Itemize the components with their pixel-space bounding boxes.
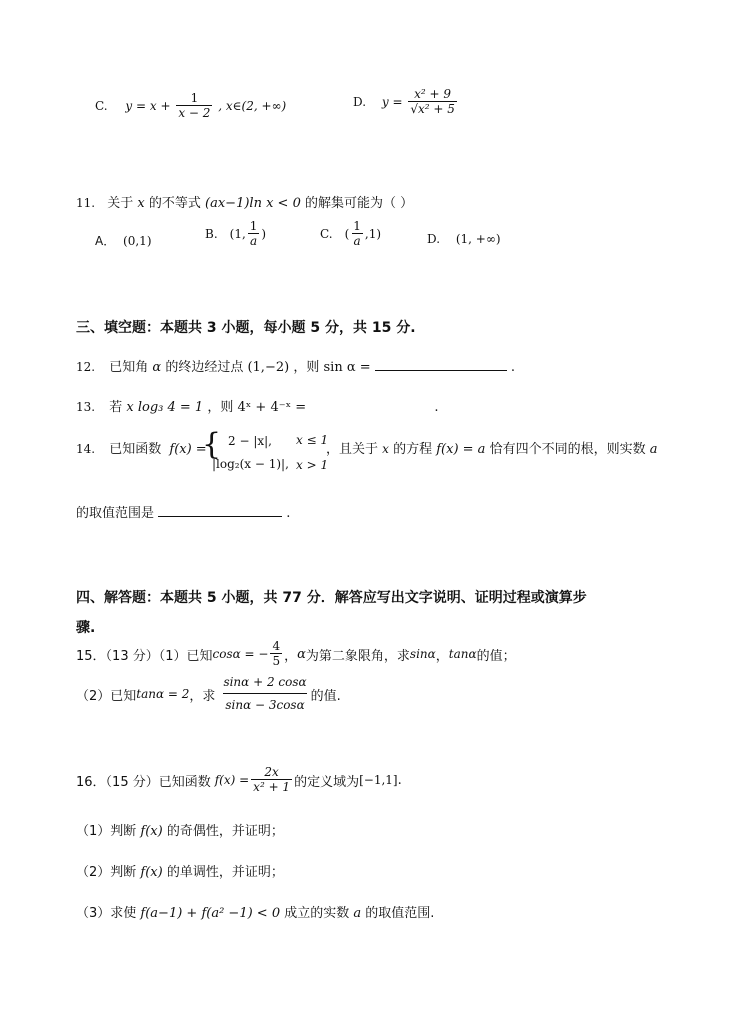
q10-option-c bbox=[95, 92, 286, 121]
option-label: C. bbox=[320, 227, 333, 242]
option-value: (0,1) bbox=[123, 234, 152, 248]
math-expr: sin α = bbox=[323, 360, 371, 375]
numerator: 1 bbox=[190, 91, 199, 105]
q11-stem bbox=[76, 192, 413, 211]
fraction bbox=[408, 88, 457, 117]
option-value: (1, bbox=[229, 227, 246, 242]
q15-part1 bbox=[76, 640, 516, 669]
piecewise-case-1: 2 − |x|, bbox=[228, 434, 272, 448]
math-var: a bbox=[649, 442, 658, 457]
question-text: 若 bbox=[109, 400, 123, 415]
fraction bbox=[251, 766, 292, 795]
question-text: 的定义域为 bbox=[294, 774, 360, 790]
question-text: ， bbox=[284, 648, 298, 664]
numerator: sinα + 2 cosα bbox=[223, 675, 307, 689]
option-value: ) bbox=[261, 227, 267, 242]
math-var: α bbox=[297, 646, 306, 662]
math-expr: (ax−1)ln x < 0 bbox=[205, 196, 301, 211]
q11-option-b bbox=[205, 220, 266, 249]
fraction bbox=[270, 640, 282, 669]
section-heading-answer-cont: 骤. bbox=[76, 620, 96, 636]
answer-blank[interactable] bbox=[158, 516, 282, 517]
question-text: 为第二象限角，求 bbox=[305, 648, 410, 664]
math-var: a bbox=[353, 906, 362, 921]
question-text: 的奇偶性，并证明； bbox=[166, 824, 284, 839]
math-var: α bbox=[152, 360, 162, 375]
denominator: x − 2 bbox=[178, 106, 211, 121]
math-expr: 4ˣ + 4⁻ˣ = bbox=[237, 400, 307, 415]
option-label: B. bbox=[205, 227, 218, 242]
piecewise-condition-1: x ≤ 1 bbox=[296, 433, 329, 447]
math-expr: y = x + bbox=[125, 98, 171, 113]
numerator: 2x bbox=[264, 765, 279, 779]
q14-tail bbox=[326, 438, 658, 457]
question-text: 已知函数 bbox=[109, 442, 162, 457]
denominator: √x² + 5 bbox=[410, 102, 455, 117]
math-expr: , x∈(2, +∞) bbox=[218, 98, 287, 113]
q16-part2 bbox=[76, 861, 284, 880]
question-text: 关于 bbox=[107, 196, 134, 211]
denominator: x² + 1 bbox=[253, 780, 291, 795]
section-heading-fill-in: 三、填空题：本题共 3 小题，每小题 5 分，共 15 分. bbox=[76, 320, 416, 336]
math-expr: tanα = 2 bbox=[136, 687, 190, 702]
numerator: x² + 9 bbox=[414, 87, 452, 101]
fraction bbox=[176, 92, 212, 121]
option-label: C. bbox=[95, 98, 108, 113]
numerator: 4 bbox=[272, 639, 281, 653]
fraction bbox=[248, 220, 260, 249]
question-text: ，则 bbox=[207, 400, 234, 415]
section-heading-answer: 四、解答题：本题共 5 小题，共 77 分．解答应写出文字说明、证明过程或演算步 bbox=[76, 590, 587, 606]
punctuation: . bbox=[510, 360, 516, 375]
question-number: 12. bbox=[76, 360, 96, 374]
math-expr: [−1,1] bbox=[359, 773, 398, 788]
option-value: ( bbox=[344, 227, 350, 242]
denominator: sinα − 3cosα bbox=[223, 693, 306, 712]
option-value: ,1) bbox=[364, 227, 382, 242]
math-var: x bbox=[137, 196, 145, 211]
question-text: （3）求使 bbox=[76, 906, 137, 921]
q11-option-c bbox=[320, 220, 381, 249]
denominator: a bbox=[353, 234, 361, 249]
q15-part2 bbox=[76, 676, 341, 713]
question-text: 成立的实数 bbox=[284, 906, 350, 921]
piecewise-condition-2: x > 1 bbox=[296, 458, 329, 472]
question-text: 16．（15 分）已知函数 bbox=[76, 774, 211, 790]
fraction bbox=[221, 676, 308, 713]
fraction bbox=[351, 220, 363, 249]
question-text: 15．（13 分）（1）已知 bbox=[76, 648, 213, 664]
question-text: （2）判断 bbox=[76, 865, 137, 880]
option-label: A． bbox=[95, 234, 116, 248]
question-text: 的单调性，并证明； bbox=[166, 865, 284, 880]
question-text: 的方程 bbox=[393, 442, 433, 457]
numerator: 1 bbox=[353, 219, 361, 233]
answer-blank[interactable] bbox=[375, 370, 507, 371]
math-expr: (1,−2) bbox=[247, 360, 290, 375]
question-number: 11. bbox=[76, 196, 96, 210]
punctuation: . bbox=[397, 772, 402, 788]
question-text: 的终边经过点 bbox=[165, 360, 244, 375]
q12 bbox=[76, 356, 515, 375]
question-text: 的取值范围. bbox=[365, 906, 435, 921]
question-text: 的值； bbox=[476, 648, 516, 664]
math-expr: f(x) = bbox=[169, 442, 207, 457]
question-text: ，且关于 bbox=[326, 442, 379, 457]
piecewise-case-2: |log₂(x − 1)|, bbox=[212, 457, 289, 471]
math-expr: x log₃ 4 = 1 bbox=[126, 400, 204, 415]
question-text: ，求 bbox=[189, 688, 216, 704]
punctuation: . bbox=[434, 400, 439, 415]
q14-line2 bbox=[76, 502, 290, 521]
question-text: ，则 bbox=[293, 360, 320, 375]
question-text: （1）判断 bbox=[76, 824, 137, 839]
math-expr: f(x) bbox=[140, 824, 163, 839]
math-expr: f(x) = bbox=[214, 773, 250, 788]
question-text: 的取值范围是 bbox=[76, 506, 155, 521]
math-expr: cosα = − bbox=[212, 647, 269, 662]
question-text: 的解集可能为（ ） bbox=[304, 196, 414, 211]
q14-number-row bbox=[76, 438, 207, 457]
question-text: （2）已知 bbox=[76, 688, 137, 704]
math-expr: f(x) bbox=[140, 865, 163, 880]
math-expr: tanα bbox=[448, 647, 477, 662]
question-text: 已知角 bbox=[109, 360, 149, 375]
question-text: 的不等式 bbox=[148, 196, 201, 211]
question-text: 恰有四个不同的根，则实数 bbox=[489, 442, 646, 457]
math-expr: sinα bbox=[409, 647, 436, 662]
q11-option-a bbox=[95, 232, 152, 249]
piecewise-brace-icon: { bbox=[202, 427, 222, 462]
question-number: 13. bbox=[76, 400, 96, 414]
q10-option-d bbox=[353, 88, 459, 117]
option-label: D. bbox=[427, 232, 441, 246]
denominator: a bbox=[250, 234, 258, 249]
math-var: x bbox=[382, 442, 389, 456]
denominator: 5 bbox=[272, 654, 281, 669]
q16-stem bbox=[76, 766, 402, 795]
math-expr: f(a−1) + f(a² −1) < 0 bbox=[140, 906, 281, 921]
question-text: ， bbox=[435, 648, 449, 664]
option-value: (1, +∞) bbox=[455, 232, 501, 246]
math-expr: f(x) = a bbox=[436, 442, 486, 457]
punctuation: . bbox=[286, 506, 291, 521]
question-text: 的值. bbox=[310, 688, 341, 704]
question-number: 14. bbox=[76, 442, 96, 456]
numerator: 1 bbox=[249, 219, 258, 233]
q13 bbox=[76, 396, 439, 415]
q16-part3 bbox=[76, 902, 434, 921]
q11-option-d bbox=[427, 232, 501, 246]
q16-part1 bbox=[76, 820, 284, 839]
math-expr: y = bbox=[381, 94, 403, 109]
option-label: D. bbox=[353, 94, 367, 109]
